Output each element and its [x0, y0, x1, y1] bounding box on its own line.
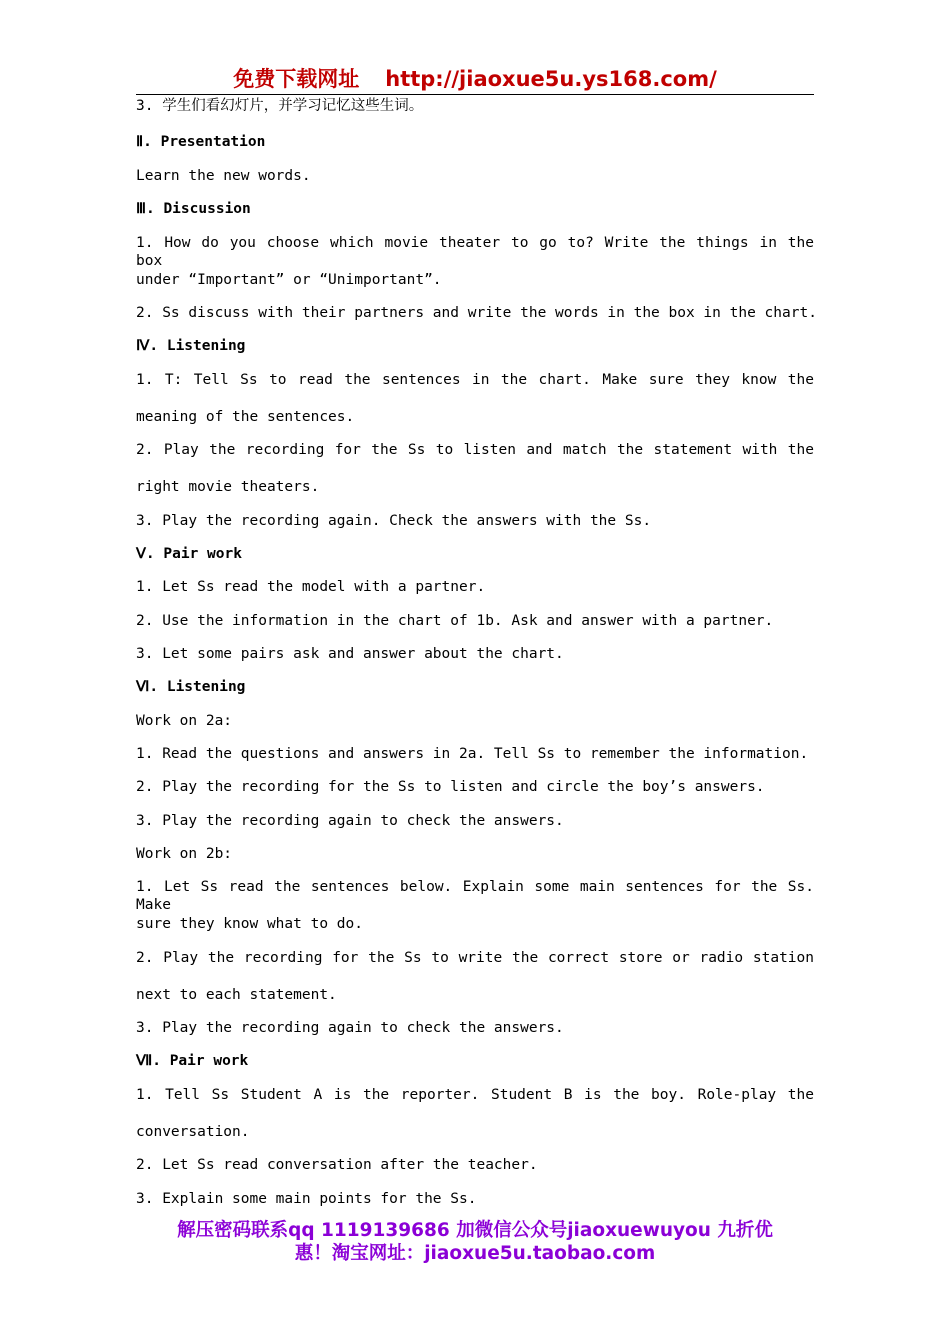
body-text-line: 2. Use the information in the chart of 1b. Ask and answer with a partner.	[136, 613, 774, 629]
body-text-line: Work on 2b:	[136, 846, 233, 862]
body-text-line: 1. How do you choose which movie theater to go to? Write the things in the box	[136, 235, 814, 269]
body-text-line: meaning of the sentences.	[136, 409, 355, 425]
body-text-line: 2. Play the recording for the Ss to listen and match the statement with the	[136, 442, 814, 458]
body-text-line: 1. Tell Ss Student A is the reporter. Student B is the boy. Role-play the	[136, 1087, 814, 1103]
footer-line-1: 解压密码联系qq 1119139686 加微信公众号jiaoxuewuyou 九折优	[177, 1220, 773, 1241]
section-heading: Ⅶ. Pair work	[136, 1053, 249, 1069]
body-text-line: 3. 学生们看幻灯片，并学习记忆这些生词。	[136, 98, 424, 114]
body-text-line: 3. Let some pairs ask and answer about the chart.	[136, 646, 564, 662]
body-text-line: 1. Read the questions and answers in 2a. Tell Ss to remember the information.	[136, 746, 809, 762]
body-text-line: 2. Play the recording for the Ss to write the correct store or radio station	[136, 950, 814, 966]
body-text-line: 2. Ss discuss with their partners and write the words in the box in the chart.	[136, 305, 817, 321]
body-text-line: next to each statement.	[136, 987, 337, 1003]
header-url-link[interactable]: http://jiaoxue5u.ys168.com/	[385, 67, 717, 91]
body-text-line: 2. Let Ss read conversation after the teacher.	[136, 1157, 538, 1173]
footer-line-2: 惠！淘宝网址：jiaoxue5u.taobao.com	[294, 1243, 656, 1264]
header-label: 免费下载网址	[233, 67, 360, 91]
body-text-line: under “Important” or “Unimportant”.	[136, 272, 442, 288]
body-text-line: 3. Play the recording again to check the answers.	[136, 813, 564, 829]
section-heading: Ⅱ. Presentation	[136, 134, 266, 150]
body-text-line: conversation.	[136, 1124, 250, 1140]
body-text-line: right movie theaters.	[136, 479, 320, 495]
body-text-line: 1. T: Tell Ss to read the sentences in the chart. Make sure they know the	[136, 372, 814, 388]
body-text-line: sure they know what to do.	[136, 916, 363, 932]
body-text-line: 1. Let Ss read the model with a partner.	[136, 579, 486, 595]
page-header	[136, 64, 814, 95]
body-text-line: 1. Let Ss read the sentences below. Explain some main sentences for the Ss. Make	[136, 879, 814, 913]
body-text-line: Learn the new words.	[136, 168, 311, 184]
body-text-line: Work on 2a:	[136, 713, 233, 729]
body-text-line: 2. Play the recording for the Ss to listen and circle the boy’s answers.	[136, 779, 765, 795]
body-text-line: 3. Explain some main points for the Ss.	[136, 1191, 477, 1207]
section-heading: Ⅳ. Listening	[136, 338, 246, 354]
section-heading: Ⅲ. Discussion	[136, 201, 251, 217]
body-text-line: 3. Play the recording again. Check the answers with the Ss.	[136, 513, 652, 529]
body-text-line: 3. Play the recording again to check the answers.	[136, 1020, 564, 1036]
section-heading: Ⅵ. Listening	[136, 679, 246, 695]
section-heading: Ⅴ. Pair work	[136, 546, 242, 562]
page-footer	[100, 1219, 850, 1265]
